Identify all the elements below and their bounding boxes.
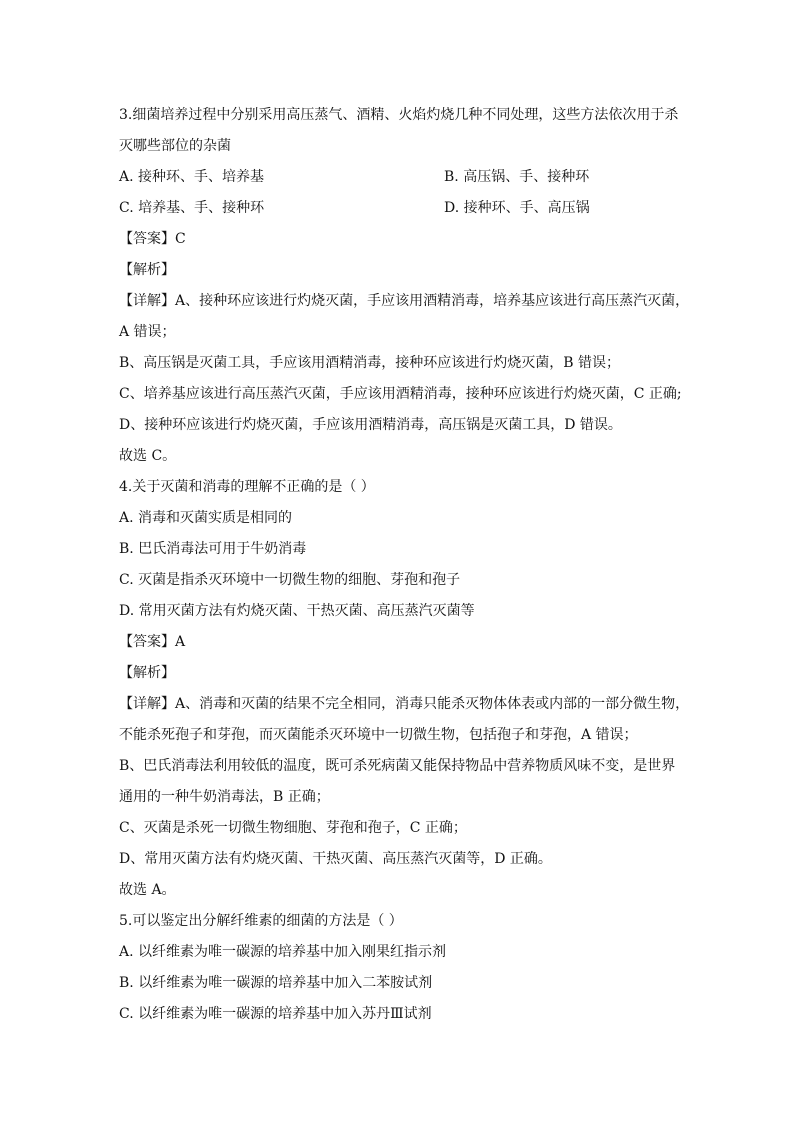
q3-options-row-cd: [119, 193, 679, 224]
q3-detail-line2: A 错误；: [119, 324, 176, 340]
q4-option-b: B. 巴氏消毒法可用于牛奶消毒: [119, 541, 307, 557]
q3-detail-line1: 【详解】A、接种环应该进行灼烧灭菌，手应该用酒精消毒，培养基应该进行高压蒸汽灭菌，: [119, 293, 690, 309]
q4-conclusion: 故选 A。: [119, 882, 176, 898]
q4-detail-line2: 不能杀死孢子和芽孢，而灭菌能杀灭环境中一切微生物，包括孢子和芽孢，A 错误；: [119, 727, 638, 743]
q3-stem-line1: 3.细菌培养过程中分别采用高压蒸气、酒精、火焰灼烧几种不同处理，这些方法依次用于杀: [119, 107, 679, 123]
q4-detail-line1: 【详解】A、消毒和灭菌的结果不完全相同，消毒只能杀灭物体体表或内部的一部分微生物，: [119, 696, 690, 712]
q4-detail-line3: B、巴氏消毒法利用较低的温度，既可杀死病菌又能保持物品中营养物质风味不变，是世界: [119, 758, 676, 774]
q3-analysis-label: 【解析】: [119, 262, 175, 278]
q4-analysis-label: 【解析】: [119, 665, 175, 681]
q5-option-a: A. 以纤维素为唯一碳源的培养基中加入刚果红指示剂: [119, 944, 447, 960]
q4-detail-line6: D、常用灭菌方法有灼烧灭菌、干热灭菌、高压蒸汽灭菌等，D 正确。: [119, 851, 552, 867]
q3-stem-line2: 灭哪些部位的杂菌: [119, 138, 231, 154]
q3-detail-line3: B、高压锅是灭菌工具，手应该用酒精消毒，接种环应该进行灼烧灭菌，B 错误；: [119, 355, 621, 371]
q3-answer: 【答案】C: [119, 231, 186, 247]
q4-option-c: C. 灭菌是指杀灭环境中一切微生物的细胞、芽孢和孢子: [119, 572, 461, 588]
q4-stem: 4.关于灭菌和消毒的理解不正确的是（ ）: [119, 479, 375, 495]
q5-option-b: B. 以纤维素为唯一碳源的培养基中加入二苯胺试剂: [119, 975, 433, 991]
q3-option-d: D. 接种环、手、高压锅: [444, 200, 590, 216]
document-page: [119, 100, 690, 1030]
q3-option-c: C. 培养基、手、接种环: [119, 200, 265, 216]
q3-detail-line5: D、接种环应该进行灼烧灭菌，手应该用酒精消毒，高压锅是灭菌工具，D 错误。: [119, 417, 622, 433]
q3-option-b: B. 高压锅、手、接种环: [444, 169, 590, 185]
q4-detail-line5: C、灭菌是杀死一切微生物细胞、芽孢和孢子，C 正确；: [119, 820, 467, 836]
q3-option-a: A. 接种环、手、培养基: [119, 169, 265, 185]
q3-options-row-ab: [119, 162, 679, 193]
q3-detail-line4: C、培养基应该进行高压蒸汽灭菌，手应该用酒精消毒，接种环应该进行灼烧灭菌，C 正确;: [119, 386, 682, 402]
q5-stem: 5.可以鉴定出分解纤维素的细菌的方法是（ ）: [119, 913, 403, 929]
q4-option-a: A. 消毒和灭菌实质是相同的: [119, 510, 293, 526]
q3-conclusion: 故选 C。: [119, 448, 177, 464]
q4-detail-line4: 通用的一种牛奶消毒法，B 正确；: [119, 789, 330, 805]
q4-answer: 【答案】A: [119, 634, 186, 650]
q5-option-c: C. 以纤维素为唯一碳源的培养基中加入苏丹Ⅲ试剂: [119, 1006, 432, 1022]
q4-option-d: D. 常用灭菌方法有灼烧灭菌、干热灭菌、高压蒸汽灭菌等: [119, 603, 475, 619]
